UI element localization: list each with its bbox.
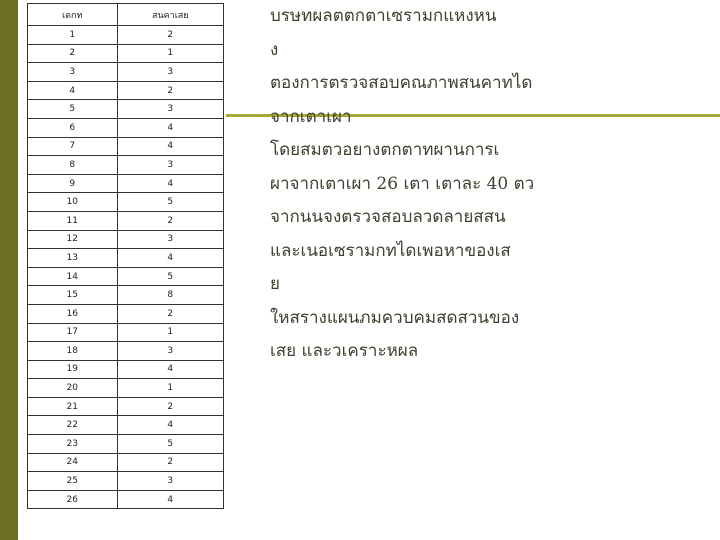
defect-count-cell: 2 [117, 304, 223, 323]
table-row [28, 286, 224, 305]
kiln-number-cell: 22 [28, 416, 118, 435]
kiln-number-cell: 23 [28, 435, 118, 454]
text-line: และเนอเซรามกทไดเพอหาของเส [270, 240, 511, 261]
table-row [28, 435, 224, 454]
kiln-number-cell: 25 [28, 472, 118, 491]
kiln-number-cell: 14 [28, 267, 118, 286]
text-line: บรษทผลตตกตาเซรามกแหงหน [270, 6, 497, 26]
table-row [28, 342, 224, 361]
kiln-number-cell: 3 [28, 63, 118, 82]
kiln-number-cell: 18 [28, 342, 118, 361]
table-row [28, 304, 224, 323]
decorative-side-bar [0, 0, 18, 540]
table-header-row [28, 4, 224, 26]
defect-count-cell: 4 [117, 137, 223, 156]
table-row [28, 118, 224, 137]
kiln-number-cell: 1 [28, 26, 118, 45]
defect-count-cell: 3 [117, 342, 223, 361]
defect-count-cell: 4 [117, 360, 223, 379]
text-line: เสย และวเคราะหผล [270, 341, 419, 361]
table-row [28, 44, 224, 63]
kiln-number-cell: 26 [28, 490, 118, 509]
table-row [28, 397, 224, 416]
kiln-number-cell: 9 [28, 174, 118, 193]
kiln-number-cell: 12 [28, 230, 118, 249]
defect-count-cell: 4 [117, 249, 223, 268]
defects-table [27, 3, 224, 509]
defect-count-cell: 1 [117, 379, 223, 398]
text-line: จากเตาเผา [270, 106, 352, 127]
kiln-number-cell: 13 [28, 249, 118, 268]
kiln-number-cell: 20 [28, 379, 118, 398]
defect-count-cell: 3 [117, 63, 223, 82]
defect-count-cell: 1 [117, 323, 223, 342]
defect-count-cell: 2 [117, 211, 223, 230]
table-row [28, 472, 224, 491]
defects-table-container [27, 3, 224, 540]
kiln-number-cell: 6 [28, 118, 118, 137]
defect-count-cell: 1 [117, 44, 223, 63]
table-row [28, 26, 224, 45]
table-row [28, 81, 224, 100]
table-row [28, 453, 224, 472]
kiln-number-cell: 2 [28, 44, 118, 63]
kiln-number-cell: 21 [28, 397, 118, 416]
defect-count-cell: 4 [117, 174, 223, 193]
kiln-number-cell: 16 [28, 304, 118, 323]
kiln-number-cell: 24 [28, 453, 118, 472]
kiln-number-cell: 15 [28, 286, 118, 305]
column-header-kiln: เดกท [28, 4, 118, 26]
table-row [28, 174, 224, 193]
kiln-number-cell: 11 [28, 211, 118, 230]
text-line: ตองการตรวจสอบคณภาพสนคาทได [270, 73, 533, 93]
text-line: ง [270, 39, 279, 60]
table-row [28, 211, 224, 230]
table-row [28, 249, 224, 268]
table-row [28, 416, 224, 435]
defect-count-cell: 4 [117, 118, 223, 137]
problem-statement [270, 0, 710, 369]
text-line: ผาจากเตาเผา 26 เตา เตาละ 40 ตว [270, 173, 535, 194]
table-row [28, 63, 224, 82]
table-row [28, 267, 224, 286]
defect-count-cell: 4 [117, 490, 223, 509]
table-body [28, 26, 224, 509]
defect-count-cell: 3 [117, 230, 223, 249]
defect-count-cell: 8 [117, 286, 223, 305]
defect-count-cell: 2 [117, 81, 223, 100]
text-line: จากนนจงตรวจสอบลวดลายสสน [270, 207, 506, 227]
defect-count-cell: 5 [117, 435, 223, 454]
table-row [28, 100, 224, 119]
defect-count-cell: 2 [117, 453, 223, 472]
kiln-number-cell: 4 [28, 81, 118, 100]
table-row [28, 230, 224, 249]
table-row [28, 379, 224, 398]
column-header-defects: สนคาเสย [117, 4, 223, 26]
text-line: โดยสมตวอยางตกตาทผานการเ [270, 140, 500, 160]
kiln-number-cell: 17 [28, 323, 118, 342]
table-row [28, 360, 224, 379]
defect-count-cell: 2 [117, 397, 223, 416]
defect-count-cell: 5 [117, 267, 223, 286]
table-row [28, 193, 224, 212]
defect-count-cell: 2 [117, 26, 223, 45]
defect-count-cell: 3 [117, 472, 223, 491]
table-row [28, 323, 224, 342]
kiln-number-cell: 7 [28, 137, 118, 156]
defect-count-cell: 3 [117, 100, 223, 119]
text-line: ย [270, 274, 280, 294]
kiln-number-cell: 5 [28, 100, 118, 119]
table-row [28, 137, 224, 156]
defect-count-cell: 3 [117, 156, 223, 175]
table-row [28, 156, 224, 175]
kiln-number-cell: 19 [28, 360, 118, 379]
table-row [28, 490, 224, 509]
text-line: ใหสรางแผนภมควบคมสดสวนของ [270, 307, 520, 328]
kiln-number-cell: 10 [28, 193, 118, 212]
defect-count-cell: 5 [117, 193, 223, 212]
defect-count-cell: 4 [117, 416, 223, 435]
kiln-number-cell: 8 [28, 156, 118, 175]
